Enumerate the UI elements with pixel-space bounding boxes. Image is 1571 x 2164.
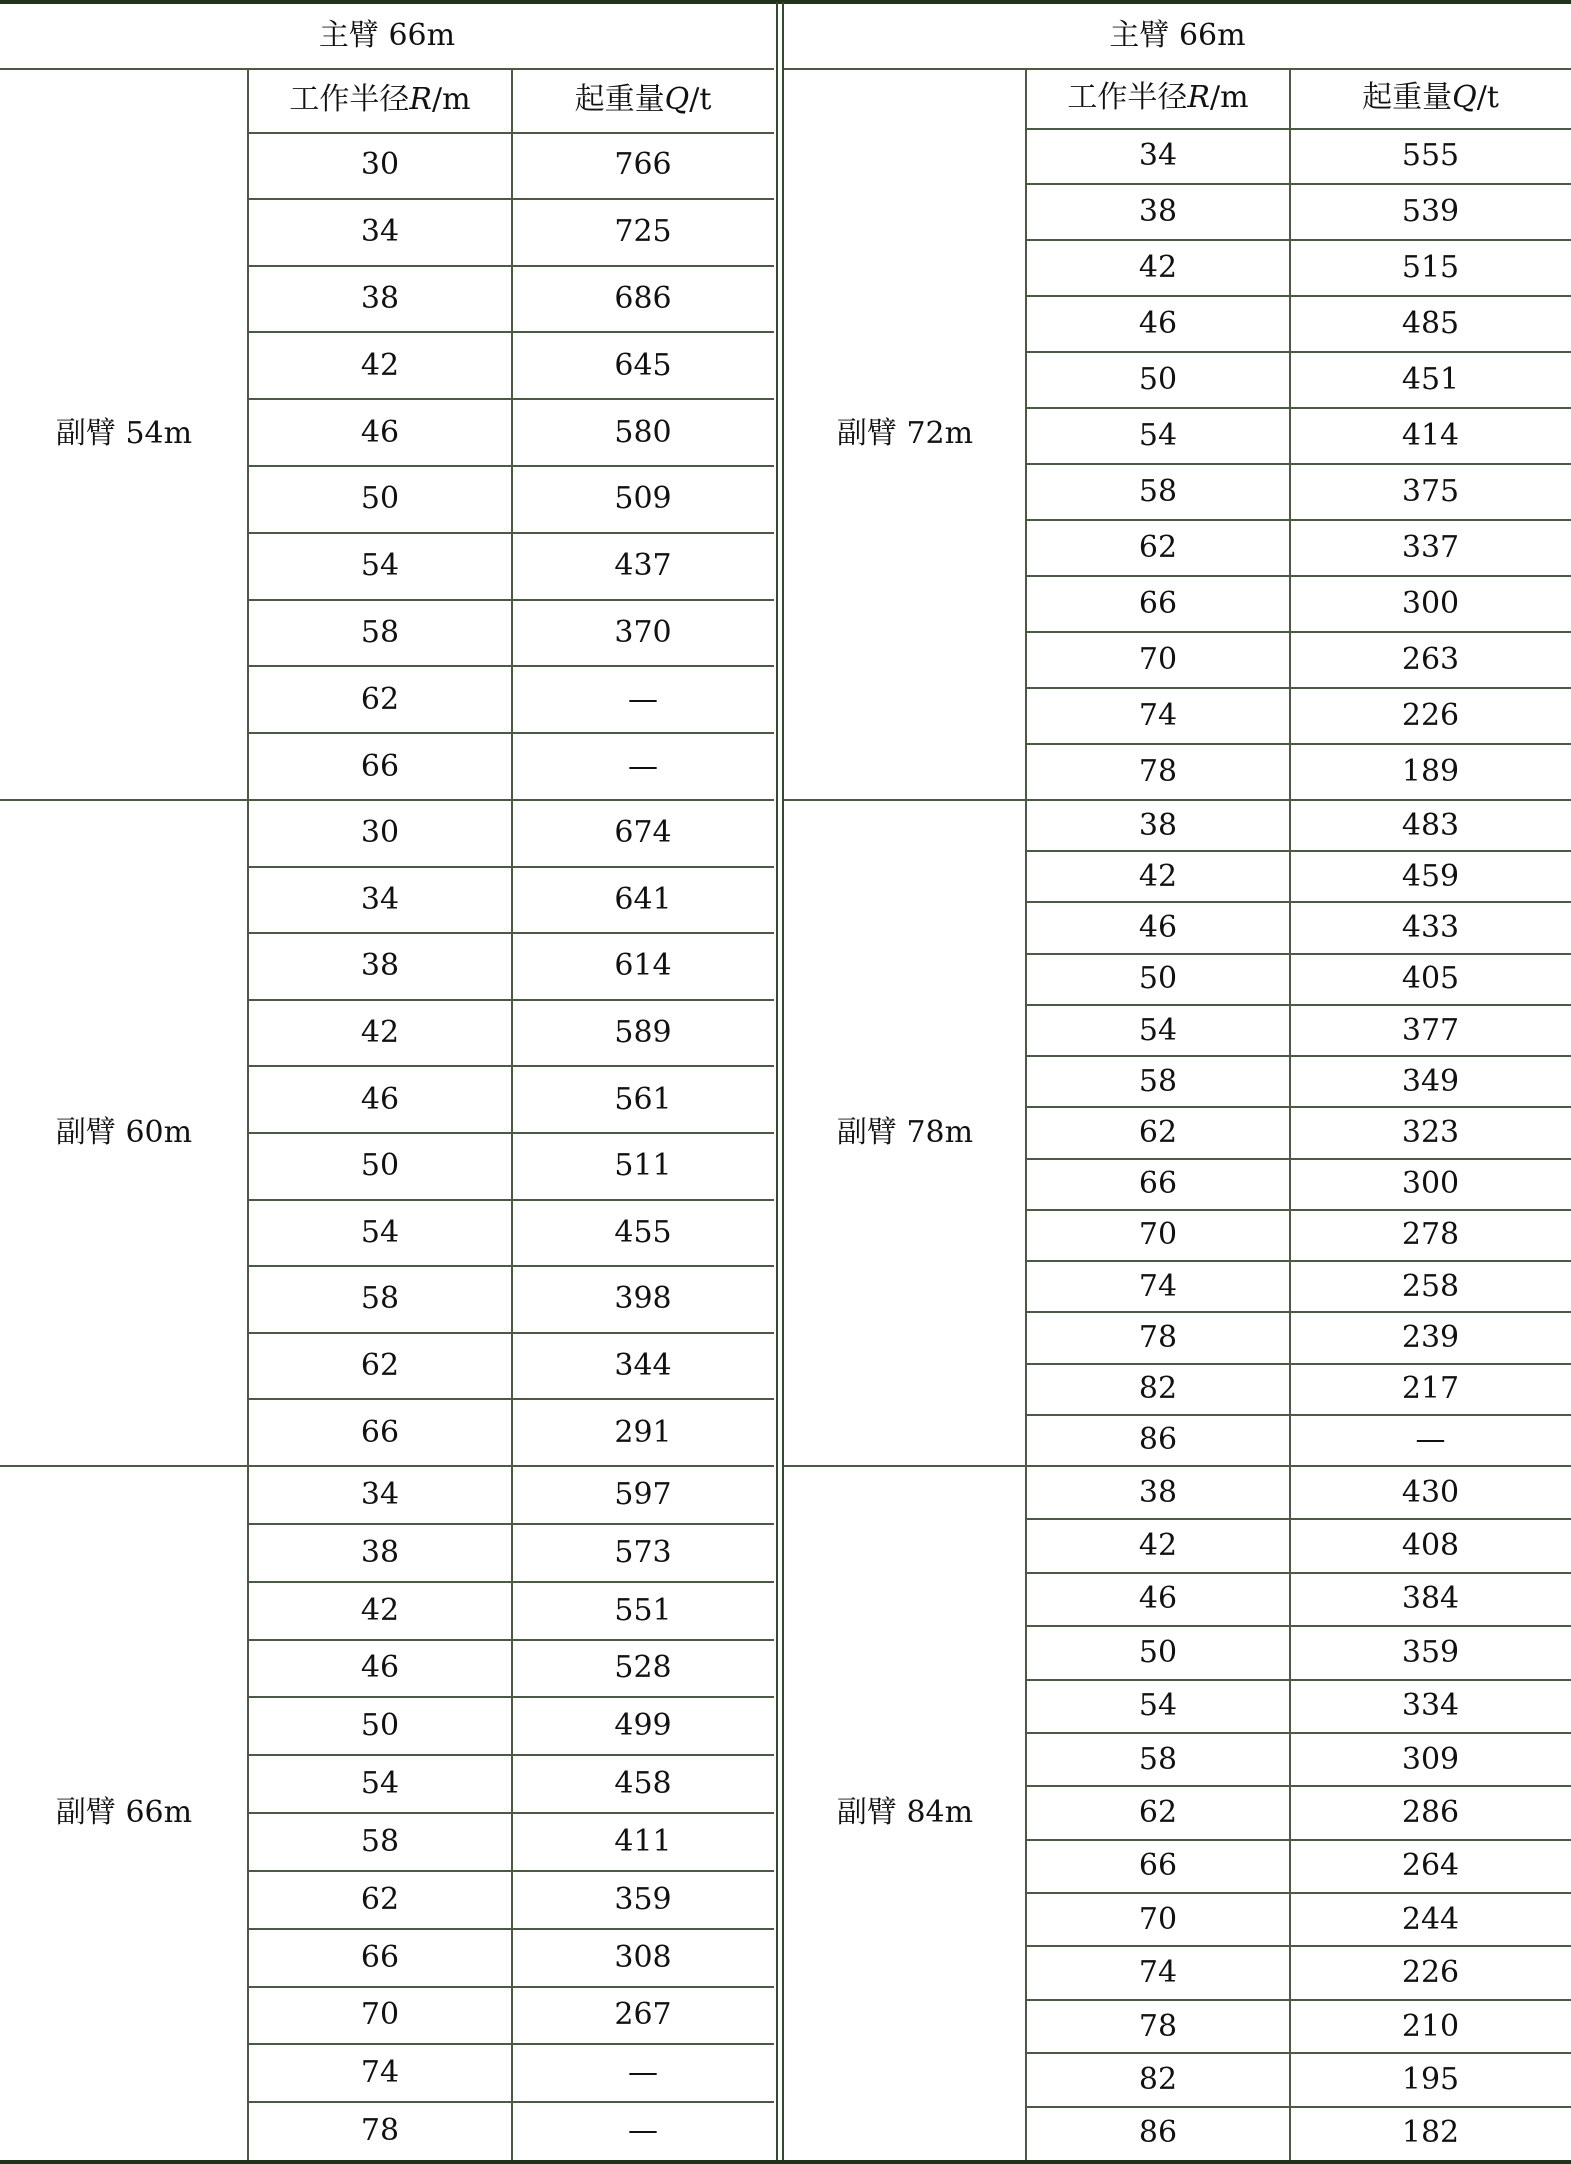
radius-cell: 82 xyxy=(1138,2061,1178,2097)
radius-cell: 54 xyxy=(1138,1012,1178,1048)
load-cell: 561 xyxy=(614,1081,672,1117)
load-cell: 291 xyxy=(614,1414,672,1450)
table-panel-left xyxy=(0,4,774,2160)
load-cell: 267 xyxy=(614,1997,672,2033)
load-cell: 614 xyxy=(614,948,672,984)
radius-header-text: 工作半径 xyxy=(289,82,410,117)
load-cell: 414 xyxy=(1401,418,1460,453)
radius-cell: 66 xyxy=(360,1939,400,1975)
radius-cell: 34 xyxy=(1138,138,1178,173)
load-header-text: 起重量 xyxy=(574,82,665,117)
radius-cell: 38 xyxy=(360,1534,400,1570)
radius-cell: 58 xyxy=(1138,474,1178,509)
radius-cell: 46 xyxy=(360,414,400,450)
boom-length-label: 副臂 66m xyxy=(55,1795,193,1830)
load-cell: 459 xyxy=(1401,858,1460,894)
radius-cell: 54 xyxy=(1138,1688,1178,1724)
load-cell: 645 xyxy=(614,347,672,383)
load-cell: 455 xyxy=(614,1214,672,1250)
radius-cell: 42 xyxy=(360,1592,400,1628)
load-cell: 300 xyxy=(1401,1166,1460,1202)
radius-header-var: R xyxy=(1187,80,1211,115)
load-cell: 589 xyxy=(614,1015,672,1051)
load-cell: 263 xyxy=(1401,642,1460,677)
load-cell: 580 xyxy=(614,414,672,450)
load-cell: 375 xyxy=(1401,474,1460,509)
radius-cell: 62 xyxy=(1138,1114,1178,1150)
bottom-rule xyxy=(0,2160,1571,2164)
radius-cell: 34 xyxy=(360,214,400,250)
radius-cell: 34 xyxy=(360,1476,400,1512)
radius-column-header xyxy=(248,68,512,132)
radius-header-var: R xyxy=(409,82,433,117)
load-cell: 217 xyxy=(1401,1371,1460,1407)
radius-cell: 70 xyxy=(1138,1901,1178,1937)
radius-cell: 74 xyxy=(360,2055,400,2091)
load-cell: 515 xyxy=(1401,250,1460,285)
radius-cell: 62 xyxy=(1138,1794,1178,1830)
radius-cell: 42 xyxy=(360,347,400,383)
load-cell: 458 xyxy=(614,1766,672,1802)
load-cell: 308 xyxy=(614,1939,672,1975)
load-cell: 433 xyxy=(1401,910,1460,946)
radius-cell: 58 xyxy=(360,1281,400,1317)
load-cell: 539 xyxy=(1401,194,1460,229)
radius-cell: 46 xyxy=(1138,306,1178,341)
load-cell: 511 xyxy=(614,1148,672,1184)
load-cell: 597 xyxy=(614,1476,672,1512)
radius-cell: 78 xyxy=(1138,754,1178,789)
radius-cell: 38 xyxy=(360,280,400,316)
load-cell: 377 xyxy=(1401,1012,1460,1048)
radius-cell: 42 xyxy=(360,1015,400,1051)
load-cell: 258 xyxy=(1401,1268,1460,1304)
load-cell: 334 xyxy=(1401,1688,1460,1724)
load-cell: 210 xyxy=(1401,2008,1460,2044)
panel-title: 主臂 66m xyxy=(318,18,456,53)
radius-cell: 58 xyxy=(360,1823,400,1859)
radius-header-text: 工作半径 xyxy=(1067,80,1188,115)
load-cell: 349 xyxy=(1401,1063,1460,1099)
load-cell: 766 xyxy=(614,147,672,183)
radius-cell: 74 xyxy=(1138,1268,1178,1304)
radius-cell: 62 xyxy=(360,1881,400,1917)
radius-cell: 58 xyxy=(1138,1063,1178,1099)
load-cell: 309 xyxy=(1401,1741,1460,1777)
radius-cell: 70 xyxy=(360,1997,400,2033)
radius-cell: 58 xyxy=(360,614,400,650)
radius-header-unit: /m xyxy=(1210,80,1249,115)
radius-cell: 50 xyxy=(360,481,400,517)
load-cell: 686 xyxy=(614,280,672,316)
load-cell: 405 xyxy=(1401,961,1460,997)
load-cell: 370 xyxy=(614,614,672,650)
radius-cell: 46 xyxy=(1138,910,1178,946)
load-cell: 323 xyxy=(1401,1114,1460,1150)
radius-cell: 46 xyxy=(360,1081,400,1117)
load-cell: 226 xyxy=(1401,698,1460,733)
load-cell: — xyxy=(628,2113,658,2149)
load-cell: 451 xyxy=(1401,362,1460,397)
load-cell: — xyxy=(628,748,658,784)
radius-cell: 66 xyxy=(360,1414,400,1450)
radius-cell: 82 xyxy=(1138,1371,1178,1407)
radius-cell: 70 xyxy=(1138,1217,1178,1253)
radius-cell: 58 xyxy=(1138,1741,1178,1777)
radius-cell: 86 xyxy=(1138,2115,1178,2151)
load-cell: 641 xyxy=(614,881,672,917)
radius-cell: 78 xyxy=(1138,1319,1178,1355)
radius-cell: 66 xyxy=(1138,586,1178,621)
radius-cell: 46 xyxy=(360,1650,400,1686)
load-cell: 239 xyxy=(1401,1319,1460,1355)
load-header-var: Q xyxy=(664,82,690,117)
load-header-unit: /t xyxy=(1476,80,1499,115)
radius-column-header xyxy=(1026,68,1290,128)
radius-cell: 38 xyxy=(1138,194,1178,229)
load-cell: 573 xyxy=(614,1534,672,1570)
load-cell: 278 xyxy=(1401,1217,1460,1253)
load-cell: 226 xyxy=(1401,1955,1460,1991)
radius-cell: 50 xyxy=(360,1148,400,1184)
load-cell: 499 xyxy=(614,1708,672,1744)
radius-cell: 46 xyxy=(1138,1581,1178,1617)
panel-divider-left xyxy=(776,2,778,2162)
load-cell: 725 xyxy=(614,214,672,250)
load-header-text: 起重量 xyxy=(1362,80,1453,115)
load-cell: 264 xyxy=(1401,1848,1460,1884)
radius-cell: 74 xyxy=(1138,698,1178,733)
load-cell: 528 xyxy=(614,1650,672,1686)
radius-cell: 42 xyxy=(1138,858,1178,894)
radius-cell: 86 xyxy=(1138,1422,1178,1458)
load-column-header xyxy=(1290,68,1571,128)
load-cell: 485 xyxy=(1401,306,1460,341)
radius-cell: 30 xyxy=(360,147,400,183)
radius-cell: 78 xyxy=(1138,2008,1178,2044)
load-cell: 555 xyxy=(1401,138,1460,173)
radius-cell: 38 xyxy=(1138,1474,1178,1510)
boom-length-label: 副臂 78m xyxy=(836,1115,974,1150)
radius-cell: 42 xyxy=(1138,1528,1178,1564)
load-header-var: Q xyxy=(1452,80,1477,115)
radius-cell: 54 xyxy=(360,1214,400,1250)
radius-cell: 66 xyxy=(1138,1166,1178,1202)
radius-cell: 42 xyxy=(1138,250,1178,285)
load-cell: 189 xyxy=(1401,754,1460,789)
load-cell: 384 xyxy=(1401,1581,1460,1617)
load-cell: 398 xyxy=(614,1281,672,1317)
radius-cell: 50 xyxy=(360,1708,400,1744)
load-cell: 674 xyxy=(614,815,672,851)
radius-cell: 30 xyxy=(360,815,400,851)
load-cell: 344 xyxy=(614,1348,672,1384)
load-cell: 244 xyxy=(1401,1901,1460,1937)
radius-cell: 54 xyxy=(360,548,400,584)
radius-cell: 38 xyxy=(360,948,400,984)
load-column-header xyxy=(512,68,774,132)
radius-cell: 34 xyxy=(360,881,400,917)
radius-cell: 50 xyxy=(1138,362,1178,397)
load-cell: 551 xyxy=(614,1592,672,1628)
radius-cell: 50 xyxy=(1138,961,1178,997)
table-panel-right xyxy=(784,4,1571,2160)
boom-length-label: 副臂 84m xyxy=(836,1795,974,1830)
radius-cell: 62 xyxy=(1138,530,1178,565)
load-cell: — xyxy=(628,2055,658,2091)
load-cell: 195 xyxy=(1401,2061,1460,2097)
load-cell: 509 xyxy=(614,481,672,517)
radius-cell: 78 xyxy=(360,2113,400,2149)
load-cell: 286 xyxy=(1401,1794,1460,1830)
load-cell: — xyxy=(628,681,658,717)
load-cell: 300 xyxy=(1401,586,1460,621)
load-cell: 182 xyxy=(1401,2115,1460,2151)
boom-length-label: 副臂 54m xyxy=(55,416,193,451)
radius-cell: 66 xyxy=(1138,1848,1178,1884)
radius-cell: 62 xyxy=(360,1348,400,1384)
load-cell: 411 xyxy=(614,1823,672,1859)
radius-cell: 70 xyxy=(1138,642,1178,677)
radius-cell: 50 xyxy=(1138,1634,1178,1670)
load-cell: — xyxy=(1415,1422,1446,1458)
boom-length-label: 副臂 60m xyxy=(55,1115,193,1150)
load-header-unit: /t xyxy=(689,82,712,117)
load-cell: 408 xyxy=(1401,1528,1460,1564)
load-cell: 437 xyxy=(614,548,672,584)
load-cell: 359 xyxy=(614,1881,672,1917)
panel-title: 主臂 66m xyxy=(1109,18,1246,53)
radius-cell: 74 xyxy=(1138,1955,1178,1991)
load-cell: 337 xyxy=(1401,530,1460,565)
radius-cell: 66 xyxy=(360,748,400,784)
radius-header-unit: /m xyxy=(432,82,471,117)
load-cell: 483 xyxy=(1401,807,1460,843)
radius-cell: 54 xyxy=(360,1766,400,1802)
radius-cell: 38 xyxy=(1138,807,1178,843)
load-cell: 430 xyxy=(1401,1474,1460,1510)
radius-cell: 54 xyxy=(1138,418,1178,453)
radius-cell: 62 xyxy=(360,681,400,717)
boom-length-label: 副臂 72m xyxy=(836,416,974,451)
load-cell: 359 xyxy=(1401,1634,1460,1670)
